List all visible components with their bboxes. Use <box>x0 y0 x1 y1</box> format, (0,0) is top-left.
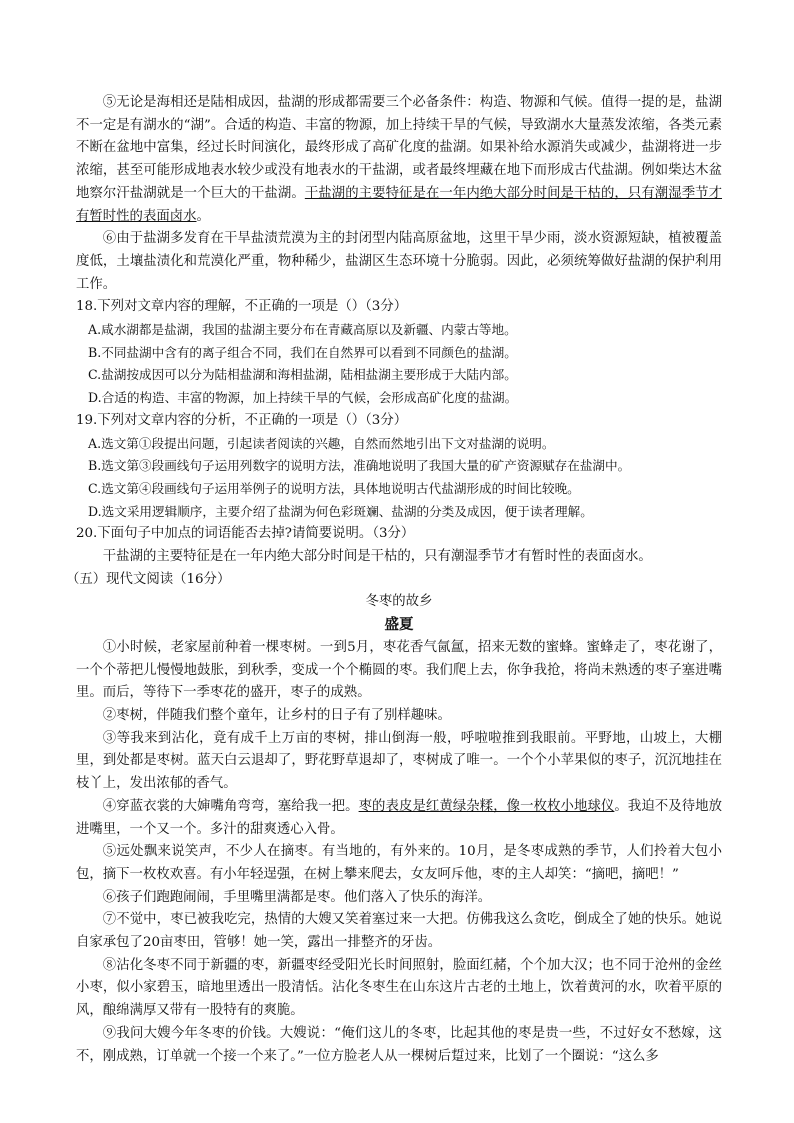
question-18-option-d: D.合适的构造、丰富的物源，加上持续干旱的气候，会形成高矿化度的盐湖。 <box>88 390 518 406</box>
story-paragraph-8: ⑧沾化冬枣不同于新疆的枣，新疆枣经受阳光长时间照射，脸面红赭，个个加大汉；也不同于沧州的金丝小枣，似小家碧玉，暗地里透出一股清恬。沾化冬枣生在山东这片古老的土地上，饮着黄河的水，吹着平原的风，酿绵满厚又带有一股特有的爽脆。 <box>76 957 722 1019</box>
paragraph-text: 。 <box>196 208 210 224</box>
story-paragraph-5: ⑤远处飘来说笑声，不少人在摘枣。有当地的，有外来的。10月，是冬枣成熟的季节，人们拎着大包小包，摘下一枚枚欢喜。有小年轻逞强，在树上攀来爬去，女友呵斥他，枣的主人却笑：“摘吧，摘吧！” <box>76 844 722 882</box>
question-18-option-b: B.不同盐湖中含有的离子组合不同，我们在自然界可以看到不同颜色的盐湖。 <box>88 344 517 360</box>
story-paragraph-9: ⑨我问大嫂今年冬枣的价钱。大嫂说：“俺们这儿的冬枣，比起其他的枣是贵一些，不过好女不愁嫁，这不，刚成熟，订单就一个接一个来了。”一位方脸老人从一棵树后踅过来，比划了一个圈说：“这么多 <box>76 1025 722 1064</box>
section-heading: （五）现代文阅读（16分） <box>66 571 231 587</box>
story-author: 盛夏 <box>384 616 414 634</box>
paragraph-text: ⑤无论是海相还是陆相成因，盐湖的形成都需要三个必备条件：构造、物源和气候。值得一提的是，盐湖不一定是有湖水的“湖”。合适的构造、丰富的物源，加上持续干旱的气候，导致湖水大量蒸发浓缩，各类元素不断在盆地中富集，经过长时间演化，最终形成了高矿化度的盐湖。如果补给水源消失或减少，盐湖将进一步浓缩，甚至可能形成地表水较少或没有地表水的干盐湖，或者最终埋藏在地下而形成古代盐湖。例如柴达木盆地察尔汗盐湖就是一个巨大的干盐湖。 <box>76 95 722 201</box>
question-19-stem: 19.下列对文章内容的分析，不正确的一项是（）（3分） <box>76 412 408 428</box>
paragraph-text: 。我迫不及待地放进嘴里，一个又一个。多汁的甜爽透心入骨。 <box>76 798 723 837</box>
story-paragraph-6: ⑥孩子们跑跑闹闹，手里嘴里满都是枣。他们落入了快乐的海洋。 <box>102 889 492 905</box>
paragraph-text: ④穿蓝衣裳的大婶嘴角弯弯，塞给我一把。 <box>102 798 359 814</box>
document-page <box>66 92 723 1068</box>
story-title: 冬枣的故乡 <box>365 594 433 610</box>
story-paragraph-4 <box>76 796 722 841</box>
story-paragraph-1: ①小时候，老家屋前种着一棵枣树。一到5月，枣花香气氤氲，招来无数的蜜蜂。蜜蜂走了，枣花谢了，一个个蒂把儿慢慢地鼓胀，到秋季，变成一个个椭圆的枣。我们爬上去，你争我抢，将尚未熟透的枣子塞进嘴里。而后，等待下一季枣花的盛开，枣子的成熟。 <box>76 639 722 701</box>
question-19-option-b: B.选文第③段画线句子运用列数字的说明方法，准确地说明了我国大量的矿产资源赋存在盐湖中。 <box>88 458 631 474</box>
passage-paragraph-5 <box>76 92 722 228</box>
story-paragraph-2: ②枣树，伴随我们整个童年，让乡村的日子有了别样趣味。 <box>102 707 451 723</box>
underlined-sentence: 干盐湖的主要特征是在一年内绝大部分时间是干枯的，只有潮湿季节才有暂时性的表面卤水 <box>76 185 723 224</box>
question-18-option-a: A.咸水湖都是盐湖，我国的盐湖主要分布在青藏高原以及新疆、内蒙古等地。 <box>88 322 517 338</box>
question-19-option-a: A.选文第①段提出问题，引起读者阅读的兴趣，自然而然地引出下文对盐湖的说明。 <box>88 435 555 451</box>
question-18-stem: 18.下列对文章内容的理解，不正确的一项是（）（3分） <box>76 299 408 315</box>
question-18-option-c: C.盐湖按成因可以分为陆相盐湖和海相盐湖，陆相盐湖主要形成于大陆内部。 <box>88 367 517 383</box>
question-19-option-d: D.选文采用逻辑顺序，主要介绍了盐湖为何色彩斑斓、盐湖的分类及成因，便于读者理解。 <box>88 503 593 519</box>
passage-paragraph-6: ⑥由于盐湖多发育在干旱盐渍荒漠为主的封闭型内陆高原盆地，这里干旱少雨，淡水资源短缺，植被覆盖度低，土壤盐渍化和荒漠化严重，物种稀少，盐湖区生态环境十分脆弱。因此，必须统筹做好盐湖的保护利用工作。 <box>76 231 722 292</box>
question-19-option-c: C.选文第④段画线句子运用举例子的说明方法，具体地说明古代盐湖形成的时间比较晚。 <box>88 480 580 496</box>
question-20-stem: 20.下面句子中加点的词语能否去掉?请简要说明。（3分） <box>76 526 415 542</box>
question-20-sentence: 干盐湖的主要特征是在一年内绝大部分时间是干枯的，只有潮湿季节才有暂时性的表面卤水。 <box>102 549 652 565</box>
underlined-sentence: 枣的表皮是红黄绿杂糅，像一枚枚小地球仪 <box>358 798 615 814</box>
story-paragraph-7: ⑦不觉中，枣已被我吃完，热情的大嫂又笑着塞过来一大把。仿佛我这么贪吃，倒成全了她的快乐。她说自家承包了20亩枣田，管够！她一笑，露出一排整齐的牙齿。 <box>76 912 722 951</box>
story-paragraph-3: ③等我来到沾化，竟有成千上万亩的枣树，排山倒海一般，呼啦啦推到我眼前。平野地，山坡上，大棚里，到处都是枣树。蓝天白云退却了，野花野草退却了，枣树成了唯一。一个个小苹果似的枣子，沉沉地挂在枝丫上，发出浓郁的香气。 <box>76 730 722 792</box>
